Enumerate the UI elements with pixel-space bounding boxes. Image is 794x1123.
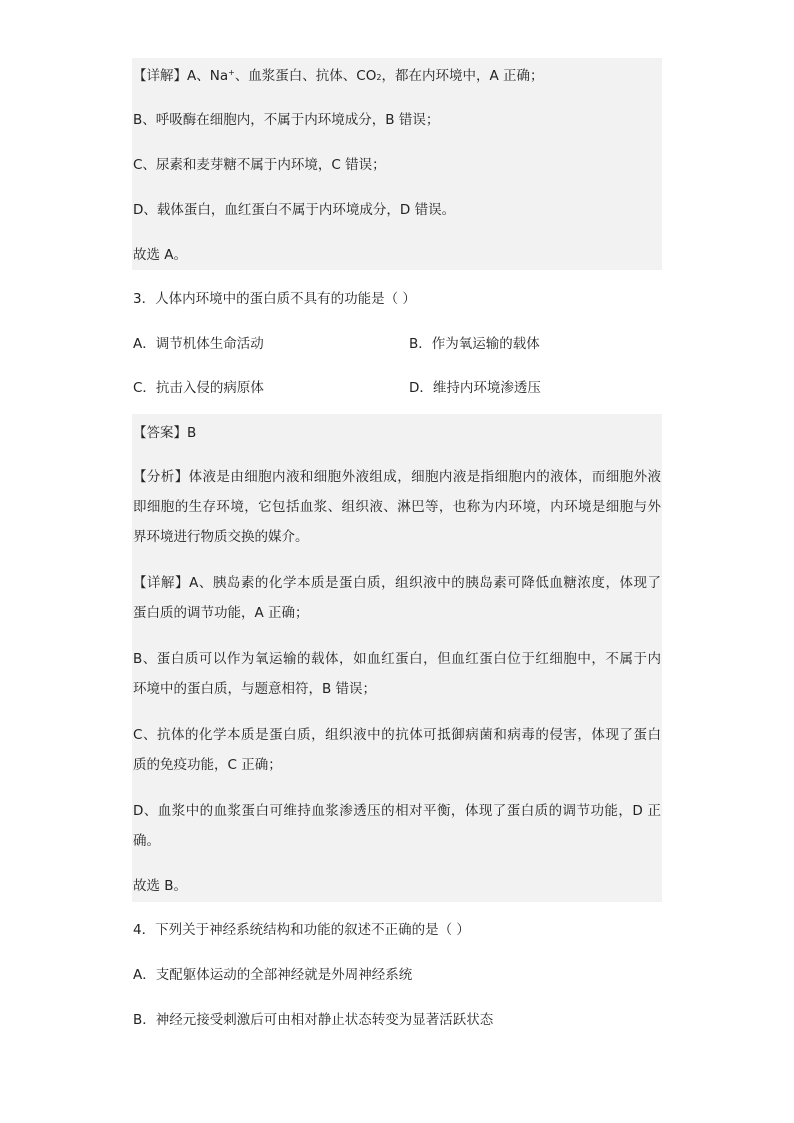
explanation-line: C、尿素和麦芽糖不属于内环境，C 错误； [133, 157, 386, 173]
detail-line: 蛋白质的调节功能，A 正确； [133, 605, 309, 621]
detail-line: B、蛋白质可以作为氧运输的载体，如血红蛋白，但血红蛋白位于红细胞中，不属于内 [133, 651, 661, 667]
question-3-option-b: B．作为氧运输的载体 [409, 336, 540, 352]
conclusion-line: 故选 A。 [133, 247, 188, 263]
question-3-option-a: A．调节机体生命活动 [133, 336, 264, 352]
explanation-line: D、载体蛋白，血红蛋白不属于内环境成分，D 错误。 [133, 202, 456, 218]
detail-line: 质的免疫功能，C 正确； [133, 757, 282, 773]
detail-line: 环境中的蛋白质，与题意相符，B 错误； [133, 681, 377, 697]
question-4-option-b: B．神经元接受刺激后可由相对静止状态转变为显著活跃状态 [133, 1012, 494, 1028]
question-4-stem: 4．下列关于神经系统结构和功能的叙述不正确的是（ ） [133, 922, 470, 938]
explanation-line: 【详解】A、Na+、血浆蛋白、抗体、$CO_2$，都在内环境中，A 正确； [133, 68, 544, 84]
conclusion-line: 故选 B。 [133, 878, 188, 894]
question-3-stem: 3．人体内环境中的蛋白质不具有的功能是（ ） [133, 291, 416, 307]
answer-line: 【答案】B [133, 425, 197, 441]
question-3-option-d: D．维持内环境渗透压 [409, 380, 541, 396]
analysis-line: 界环境进行物质交换的媒介。 [133, 529, 309, 545]
detail-line: C、抗体的化学本质是蛋白质，组织液中的抗体可抵御病菌和病毒的侵害，体现了蛋白 [133, 727, 661, 743]
analysis-line: 【分析】体液是由细胞内液和细胞外液组成，细胞内液是指细胞内的液体，而细胞外液 [133, 469, 661, 485]
question-3-option-c: C．抗击入侵的病原体 [133, 380, 264, 396]
detail-line: 【详解】A、胰岛素的化学本质是蛋白质，组织液中的胰岛素可降低血糖浓度，体现了 [133, 575, 661, 591]
detail-line: 确。 [133, 833, 160, 849]
explanation-line: B、呼吸酶在细胞内，不属于内环境成分，B 错误； [133, 112, 440, 128]
analysis-line: 即细胞的生存环境，它包括血浆、组织液、淋巴等，也称为内环境，内环境是细胞与外 [133, 499, 661, 515]
detail-line: D、血浆中的血浆蛋白可维持血浆渗透压的相对平衡，体现了蛋白质的调节功能，D 正 [133, 803, 661, 819]
question-4-option-a: A．支配躯体运动的全部神经就是外周神经系统 [133, 967, 413, 983]
